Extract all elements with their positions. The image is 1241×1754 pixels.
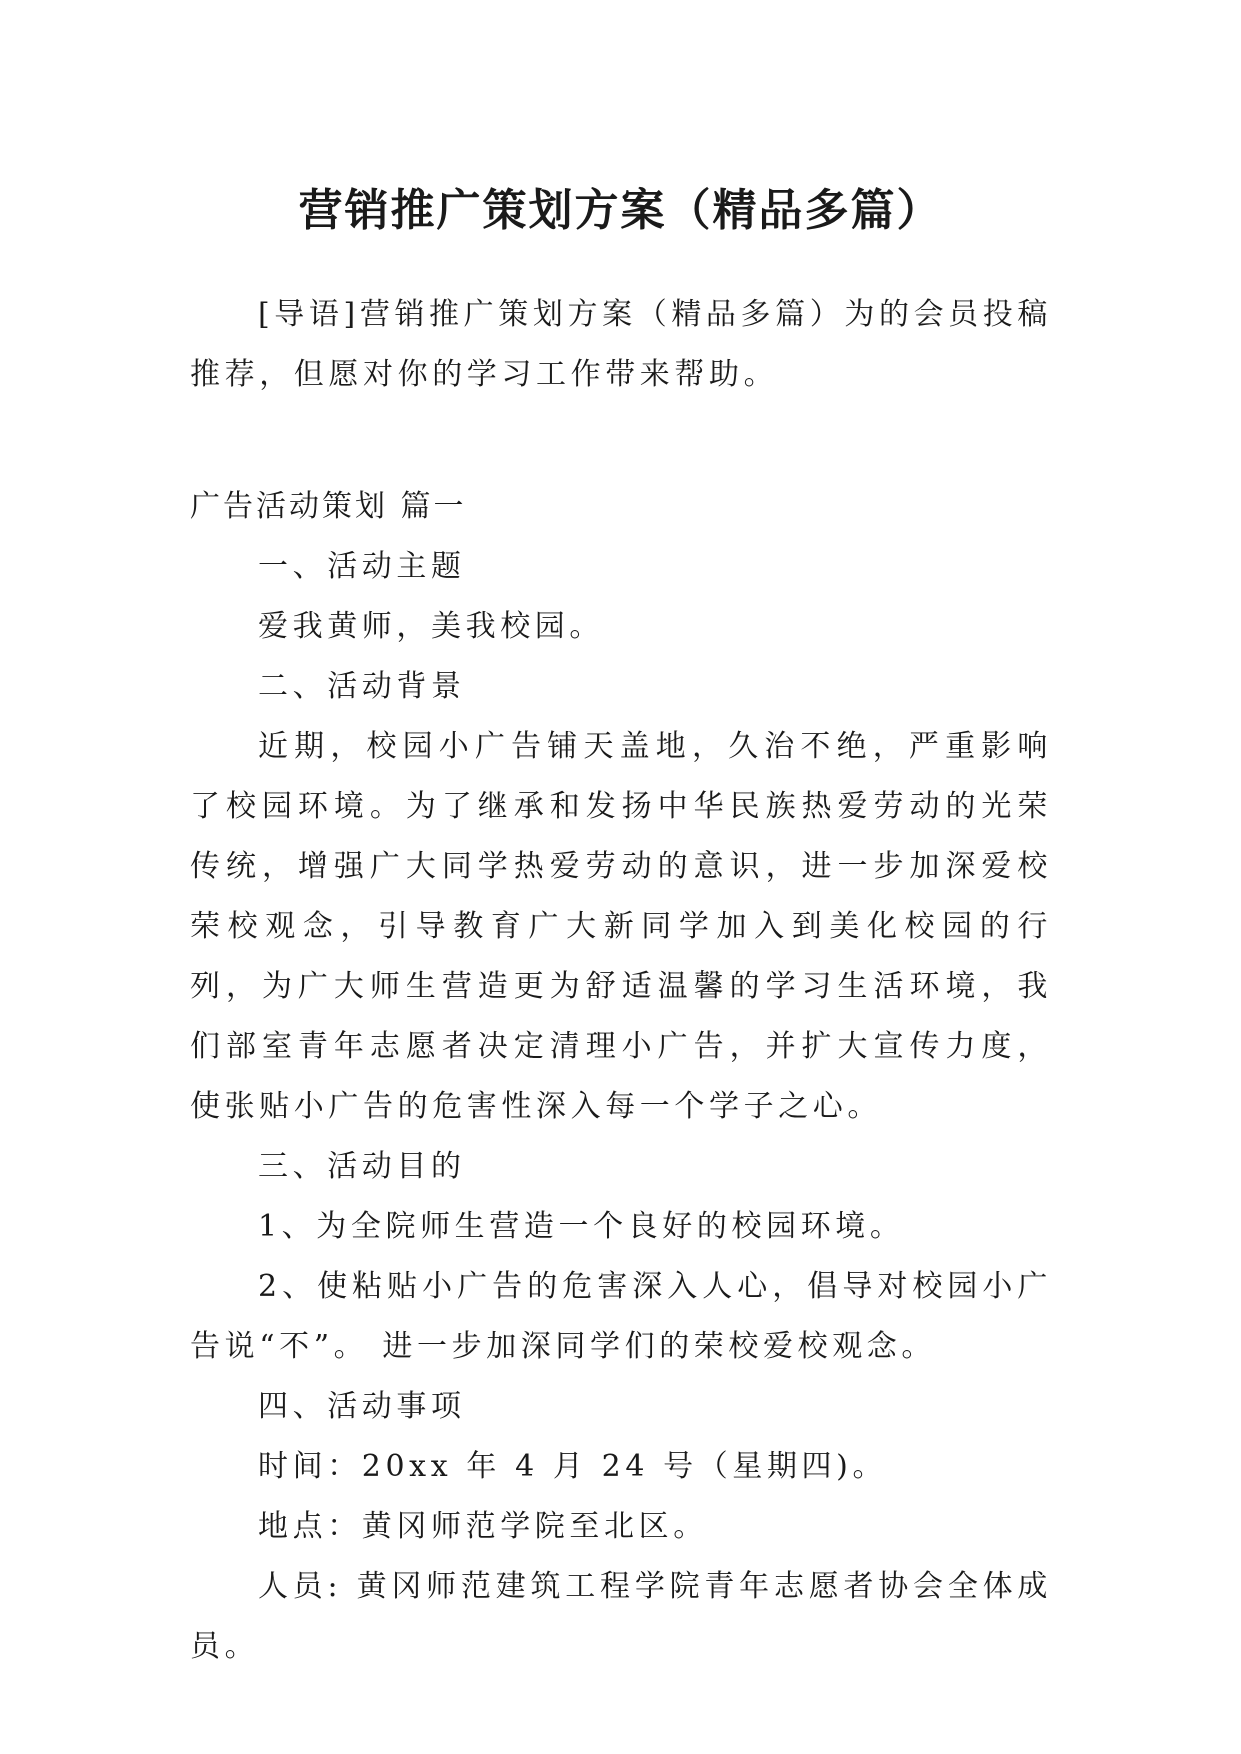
- subheading-matters: 四、活动事项: [258, 1389, 466, 1424]
- purpose-item-2: 2、使粘贴小广告的危害深入人心，倡导对校园小广告说“不”。 进一步加深同学们的荣校爱校观念。: [190, 1269, 1052, 1364]
- background-text: 近期，校园小广告铺天盖地，久治不绝，严重影响了校园环境。为了继承和发扬中华民族热爱劳动的光荣传统，增强广大同学热爱劳动的意识，进一步加深爱校荣校观念，引导教育广大新同学加入到美化校园的行列，为广大师生营造更为舒适温馨的学习生活环境，我们部室青年志愿者决定清理小广告，并扩大宣传力度，使张贴小广告的危害性深入每一个学子之心。: [190, 729, 1052, 1124]
- matters-location: 地点：黄冈师范学院至北区。: [258, 1509, 708, 1544]
- section-heading: 广告活动策划 篇一: [190, 489, 467, 524]
- purpose-item-1: 1、为全院师生营造一个良好的校园环境。: [258, 1209, 905, 1244]
- intro-paragraph: [导语]营销推广策划方案（精品多篇）为的会员投稿推荐，但愿对你的学习工作带来帮助。: [190, 297, 1052, 392]
- document-title: 营销推广策划方案（精品多篇）: [298, 185, 943, 237]
- theme-text: 爱我黄师，美我校园。: [258, 609, 604, 644]
- subheading-background: 二、活动背景: [258, 669, 466, 704]
- subheading-theme: 一、活动主题: [258, 549, 466, 584]
- matters-personnel: 人员: 黄冈师范建筑工程学院青年志愿者协会全体成员。: [190, 1569, 1052, 1664]
- spacer: [190, 405, 1052, 477]
- matters-time: 时间：20xx 年 4 月 24 号（星期四)。: [258, 1449, 888, 1484]
- document-body: [190, 285, 1052, 1677]
- subheading-purpose: 三、活动目的: [258, 1149, 466, 1184]
